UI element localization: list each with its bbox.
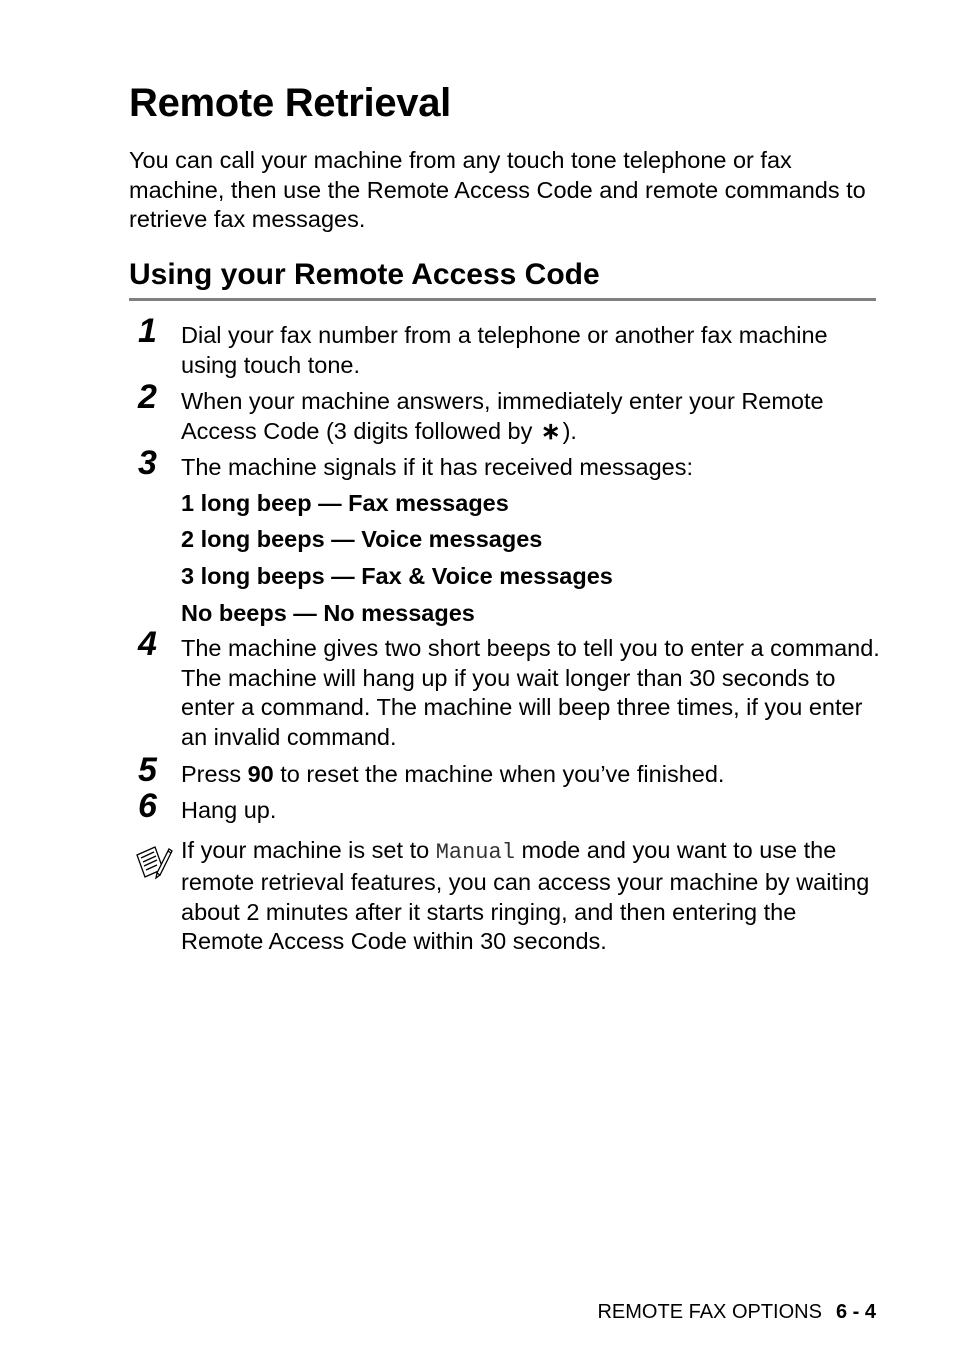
signal-item: 2 long beeps — Voice messages <box>181 526 543 552</box>
section-title: Using your Remote Access Code <box>129 258 600 291</box>
signal-item: No beeps — No messages <box>181 600 475 626</box>
section-divider <box>129 298 876 301</box>
step-text-3: The machine signals if it has received messages: <box>181 454 694 480</box>
signal-item: 3 long beeps — Fax & Voice messages <box>181 563 613 589</box>
step-2-text-before: When your machine answers, immediately enter your Remote Access Code (3 digits followed by <box>181 388 824 444</box>
step-text-6: Hang up. <box>181 797 277 823</box>
step-number-4: 4 <box>138 625 157 663</box>
star-key-icon: ∗ <box>540 417 561 444</box>
key-label: 90 <box>247 761 274 787</box>
step-text-2 <box>181 387 881 446</box>
intro-paragraph: You can call your machine from any touch tone telephone or fax machine, then use the Remote Access Code and remote commands to retrieve fax messages. <box>129 147 866 232</box>
note-text-before: If your machine is set to <box>181 837 430 863</box>
note-pencil-icon <box>133 843 173 883</box>
step-number-2: 2 <box>138 378 157 416</box>
step-number-6: 6 <box>138 787 157 825</box>
page-title: Remote Retrieval <box>129 81 451 125</box>
note-text-after: mode and you want to use the remote retrieval features, you can access your machine by waiting about 2 minutes after it starts ringing, and then entering the Remote Access Code within 30 seconds. <box>181 837 870 955</box>
step-5-text-after: to reset the machine when you’ve finished. <box>280 761 725 787</box>
note-text <box>181 836 881 957</box>
signal-item: 1 long beep — Fax messages <box>181 490 509 516</box>
step-number-1: 1 <box>138 312 157 350</box>
page-number: 6 - 4 <box>835 1301 876 1323</box>
step-2-text-after: ). <box>562 417 577 444</box>
footer-section: REMOTE FAX OPTIONS <box>597 1301 822 1323</box>
step-text-4: The machine gives two short beeps to tell you to enter a command. The machine will hang up if you wait longer than 30 seconds to enter a command. The machine will beep three times, if you enter an invalid command. <box>181 635 880 750</box>
mode-label: Manual <box>435 840 515 865</box>
step-5-text-before: Press <box>181 761 242 787</box>
step-number-5: 5 <box>138 751 157 789</box>
page-footer <box>597 1298 876 1326</box>
step-text-5 <box>181 760 881 790</box>
step-text-1: Dial your fax number from a telephone or another fax machine using touch tone. <box>181 322 828 378</box>
step-number-3: 3 <box>138 444 157 482</box>
